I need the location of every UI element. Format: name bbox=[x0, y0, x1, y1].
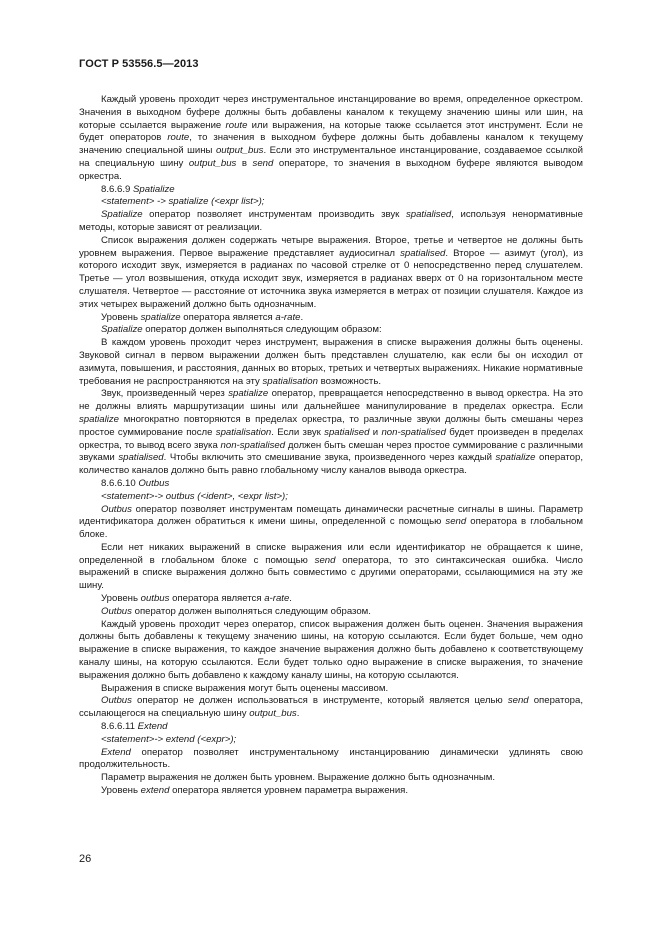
paragraph: Spatialize оператор позволяет инструментам производить звук spatialised, используя ненормативные методы, которые зависят от реализации. bbox=[79, 209, 584, 233]
paragraph: Outbus оператор позволяет инструментам помещать динамически расчетные сигналы в шины. Параметр идентификатора должен обратиться к имени шины, определенной с помощью send оператора в глобальном блоке. bbox=[79, 503, 583, 541]
paragraph: Если нет никаких выражений в списке выражения или если идентификатор не обращается к шине, определенной в глобальном блоке с помощью send оператора, то это синтаксическая ошибка. Число выражений в списке выражения должно быть совместимо с другими операторами, ссылающимися на эту же шину. bbox=[79, 541, 584, 592]
paragraph: Звук, произведенный через spatialize оператор, превращается непосредственно в вывод оркестра. На это не должны влиять маршрутизации шины или дальнейшее манипулирование в пределах оркестра. Если spatialize многократно повторяются в пределах оркестра, то различные звуки должны быть смешаны через простое суммирование после spatialisation. Если звук spatialised и non-spatialised будет произведен в пределах оркестра, то вывод всего звука non-spatialised должен быть смешан через простое суммирование с различными звуками spatialised. Чтобы включить это смешивание звука, произведенного через каждый spatialize оператор, количество каналов должно быть равно глобальному числу каналов вывода оркестра. bbox=[79, 388, 583, 477]
paragraph: Выражения в списке выражения могут быть оценены массивом. bbox=[101, 682, 389, 694]
paragraph: В каждом уровень проходит через инструмент, выражения в списке выражения должны быть оценены. Звуковой сигнал в первом выражении должен быть представлен слушателю, как если бы он исходил от азимута, повышения, и расстояния, данных во вторых, третьих и четвертых выражениях. Никакие нормативные требования не распространяются на эту spatialisation возможность. bbox=[79, 337, 583, 387]
paragraph: Список выражения должен содержать четыре выражения. Второе, третье и четвертое не должны быть уровнем выражения. Первое выражение представляет аудиосигнал spatialised. Второе — азимут (угол), из которого исходит звук, измеряется в радианах по часовой стрелке от 0 непосредственно перед слушателем. Третье — угол возвышения, откуда исходит звук, измеряется в радианах вверх от 0 на горизонтальном месте слушателя. Четвертое — расстояние от источника звука измеряется в метрах от позиции слушателя. Каждое из этих четырех выражений должно быть однозначным. bbox=[79, 234, 584, 310]
paragraph: Outbus оператор не должен использоваться в инструменте, который является целью send оператора, ссылающегося на специальную шину output_bus. bbox=[79, 695, 584, 720]
paragraph: Каждый уровень проходит через оператор, список выражения должен быть оценен. Значения выражения должны быть добавлены к текущему значению шины, на которую ссылаются. Если будет больше, чем одно выражение в списке выражения, то каждое значение выражения должно быть добавлено к соответствующему каналу шины, на которую ссылаются. Если будет только одно выражение в списке выражения, то значение выражения должно быть добавлено к каждому каналу шины, на которую ссылаются. bbox=[79, 618, 583, 681]
paragraph: Уровень spatialize оператора является a-rate. bbox=[101, 311, 304, 323]
paragraph: Extend оператор позволяет инструментальному инстанцированию динамически удлинять свою продолжительность. bbox=[79, 746, 583, 771]
paragraph: 8.6.6.9 Spatialize bbox=[101, 183, 175, 195]
paragraph: <statement>-> extend (<expr>); bbox=[101, 733, 237, 745]
paragraph: Уровень outbus оператора является a-rate. bbox=[101, 593, 292, 605]
paragraph: Outbus оператор должен выполняться следующим образом. bbox=[101, 605, 371, 617]
paragraph: Уровень extend оператора является уровнем параметра выражения. bbox=[101, 785, 409, 797]
page-number: 26 bbox=[79, 853, 92, 865]
paragraph: 8.6.6.11 Extend bbox=[101, 721, 168, 733]
document-body bbox=[79, 94, 583, 798]
paragraph: Spatialize оператор должен выполняться следующим образом: bbox=[101, 324, 382, 336]
paragraph: Параметр выражения не должен быть уровнем. Выражение должно быть однозначным. bbox=[101, 772, 496, 784]
document-header: ГОСТ Р 53556.5—2013 bbox=[79, 58, 199, 70]
paragraph: 8.6.6.10 Outbus bbox=[101, 477, 170, 489]
paragraph: <statement> -> spatialize (<expr list>); bbox=[101, 196, 265, 208]
paragraph: Каждый уровень проходит через инструментальное инстанцирование во время, определенное оркестром. Значения в выходном буфере должны быть добавлены каналом к текущему значению шины или шин, на которые ссылается выражение route или выражения, на которые также ссылается этот инструмент. Если не будет операторов route, то значения в выходном буфере должны быть добавлены каналом к текущему значению специальной шины output_bus. Если это инструментальное инстанцирование, создаваемое ссылкой на специальную шину output_bus в send операторе, то значения в выходном буфере являются выводом оркестра. bbox=[79, 94, 584, 182]
paragraph: <statement>-> outbus (<ident>, <expr list>); bbox=[101, 490, 288, 502]
